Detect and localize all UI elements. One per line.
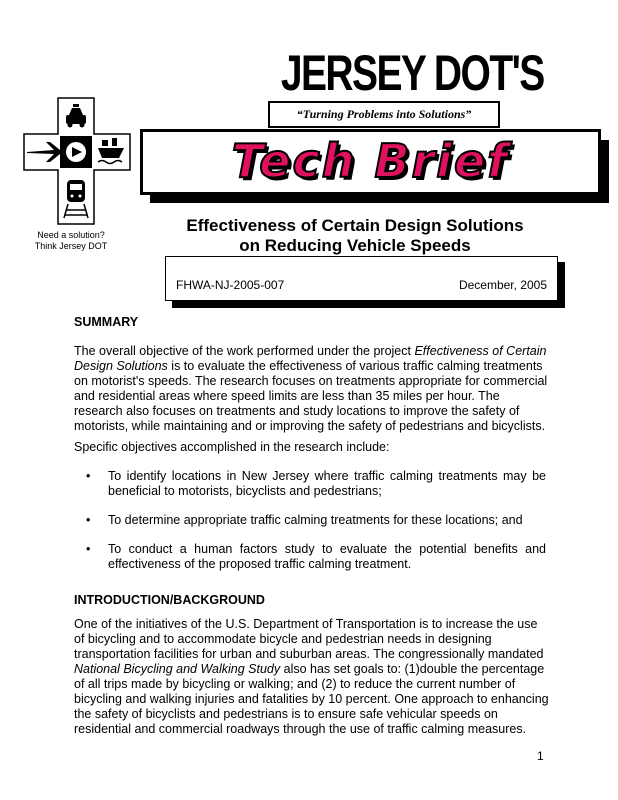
summary-text-a: The overall objective of the work performed under the project [74,344,415,358]
intro-paragraph [74,617,550,737]
study-title: National Bicycling and Walking Study [74,662,281,676]
intro-text-a: One of the initiatives of the U.S. Department of Transportation is to increase the use of bicycling and to accommodate bicycle and pedestrian needs in designing transportation facilities for urban and suburban areas. The congressionally mandated [74,617,544,661]
road-sign-icon [60,136,92,168]
project-title: Effectiveness of Certain Design Solutions [74,344,547,373]
report-info-box [165,256,558,301]
bullet-2: To determine appropriate traffic calming treatments for these locations; and [108,513,523,527]
page-number: 1 [537,749,544,763]
bullet-1: To identify locations in New Jersey where traffic calming treatments may be beneficial to motorists, bicyclists and pedestrians; [108,469,546,498]
bullet-2-symbol: • [86,513,91,527]
transport-icons [22,96,132,226]
need-line-2: Think Jersey DOT [34,241,108,251]
title-line-1: Effectiveness of Certain Design Solutions [186,216,524,235]
bullet-1-symbol: • [86,469,91,483]
banner-text: Tech Brief [231,134,510,188]
tagline: “Turning Problems into Solutions” [268,101,500,128]
bullet-3: To conduct a human factors study to evaluate the potential benefits and effectiveness of the proposed traffic calming treatment. [108,542,546,571]
report-number: FHWA-NJ-2005-007 [176,278,285,292]
objectives-intro: Specific objectives accomplished in the research include: [74,440,390,454]
summary-heading: SUMMARY [74,315,139,329]
need-solution-text [16,230,126,252]
summary-paragraph [74,344,550,434]
document-title [165,216,545,256]
intro-text-b: also has set goals to: (1)double the percentage of all trips made by bicycling or walking; and (2) to reduce the current number of bicycling and walking injuries and fatalities by 10 percent. One approach to enhancing the safety of bicyclists and pedestrians is to ensure safe vehicular speeds on residential and commercial roadways through the use of traffic calming measures. [74,662,549,736]
bullet-3-symbol: • [86,542,91,556]
intro-heading: INTRODUCTION/BACKGROUND [74,593,265,607]
report-date: December, 2005 [458,278,547,292]
brand-title: JERSEY DOT'S [280,45,544,101]
tech-brief-banner [140,129,601,195]
need-line-1: Need a solution? [37,230,105,240]
summary-text-b: is to evaluate the effectiveness of various traffic calming treatments on motorist's speeds. The research focuses on treatments appropriate for commercial and residential areas where speed limits are less than 35 miles per hour. The research also focuses on treatments and study locations to improve the safety of motorists, while maintaining and or improving the safety of pedestrians and bicyclists. [74,359,548,433]
title-line-2: on Reducing Vehicle Speeds [239,236,471,255]
